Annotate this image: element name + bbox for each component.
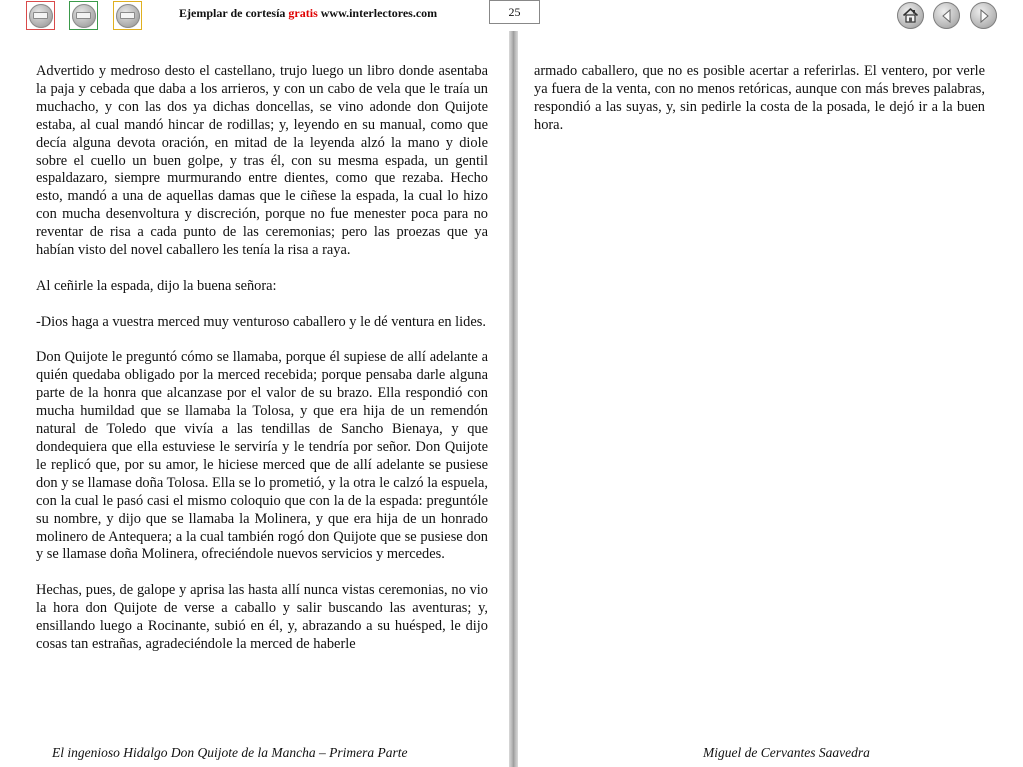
paragraph: -Dios haga a vuestra merced muy venturoso caballero y le dé ventura en lides.: [36, 313, 486, 330]
home-icon: [902, 7, 919, 24]
previous-page-button[interactable]: [933, 2, 960, 29]
left-column: [36, 63, 488, 672]
courtesy-site-link[interactable]: www.interlectores.com: [320, 6, 438, 20]
courtesy-prefix: Ejemplar de cortesía: [179, 6, 286, 20]
home-button[interactable]: [897, 2, 924, 29]
minus-button-1[interactable]: [26, 1, 55, 30]
footer-author: Miguel de Cervantes Saavedra: [703, 745, 870, 760]
paragraph: Hechas, pues, de galope y aprisa las hasta allí nunca vistas ceremonias, no vio la hora don Quijote de verse a caballo y salir buscando las aventuras; y, ensillando luego a Rocinante, subió en él, y, abrazando a su huésped, le dijo cosas tan estrañas, agradeciéndole la merced de haberle: [36, 582, 488, 652]
page-number-field[interactable]: 25: [489, 0, 540, 24]
next-page-button[interactable]: [970, 2, 997, 29]
minus-button-3[interactable]: [113, 1, 142, 30]
arrow-left-icon: [939, 8, 955, 24]
arrow-right-icon: [976, 8, 992, 24]
right-column: [534, 63, 985, 153]
paragraph: Don Quijote le preguntó cómo se llamaba, porque él supiese de allí adelante a quién quedaba obligado por la merced recebida; porque pensaba darle alguna parte de la honra que alcanzase por el valor de su brazo. Ella respondió con mucha humildad que se llamaba la Tolosa, y que era hija de un remendón natural de Toledo que vivía a las tendillas de Sancho Bienaya, y que dondequiera que ella estuviese le serviría y le tendría por señor. Don Quijote le replicó que, por su amor, le hiciese merced que de allí adelante se pusiese don y se llamase doña Tolosa. Ella se lo prometió, y la otra le calzó la espuela, con la cual le pasó casi el mismo coloquio que con la de la espada: preguntóle su nombre, y dijo que se llamaba la Molinera, y que era hija de un honrado molinero de Antequera; a la cual también rogó don Quijote que se pusiese don y se llamase doña Molinera, ofreciéndole nuevos servicios y mercedes.: [36, 349, 488, 563]
toolbar: [0, 0, 1023, 30]
column-divider: [509, 31, 518, 767]
minus-circle-icon: [29, 4, 53, 28]
courtesy-banner: [179, 6, 437, 21]
paragraph: armado caballero, que no es posible acertar a referirlas. El ventero, por verle ya fuera de la venta, con no menos retóricas, aunque con más breves palabras, respondió a las suyas, y, sin pedirle la costa de la posada, le dejó ir a la buen hora.: [534, 63, 985, 133]
minus-button-2[interactable]: [69, 1, 98, 30]
paragraph: Al ceñirle la espada, dijo la buena señora:: [36, 277, 277, 294]
paragraph: Advertido y medroso desto el castellano, trujo luego un libro donde asentaba la paja y cebada que daba a los arrieros, y con un cabo de vela que le traía un muchacho, y con las dos ya dichas doncellas, se vino adonde don Quijote estaba, al cual mandó hincar de rodillas; y, leyendo en su manual, como que decía alguna devota oración, en mitad de la leyenda alzó la mano y diole sobre el cuello un buen golpe, y tras él, con su mesma espada, un gentil espaldazaro, siempre murmurando entre dientes, como que rezaba. Hecho esto, mandó a una de aquellas damas que le ciñese la espada, la cual lo hizo con mucha desenvoltura y discreción, porque no fue menester poca para no reventar de risa a cada punto de las ceremonias; pero las proezas que ya habían visto del novel caballero les tenía la risa a raya.: [36, 63, 488, 259]
minus-circle-icon: [72, 4, 96, 28]
footer-book-title: El ingenioso Hidalgo Don Quijote de la Mancha – Primera Parte: [52, 745, 408, 760]
minus-circle-icon: [116, 4, 140, 28]
courtesy-gratis: gratis: [288, 6, 318, 20]
